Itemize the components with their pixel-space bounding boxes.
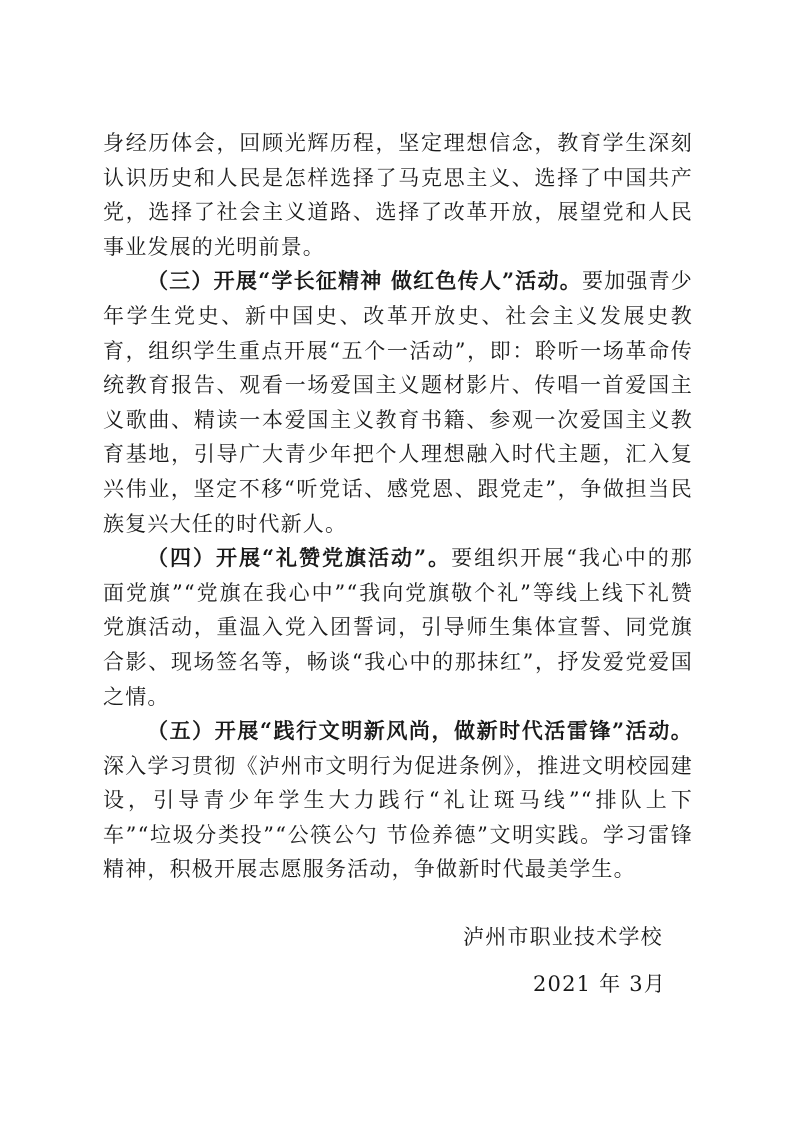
paragraph-continuation bbox=[103, 126, 693, 264]
paragraph-section-4 bbox=[103, 541, 693, 714]
signature-date: 2021 年 3月 bbox=[533, 972, 666, 996]
signature-organization: 泸州市职业技术学校 bbox=[463, 925, 663, 949]
document-body bbox=[103, 126, 693, 887]
section-heading: （四）开展“礼赞党旗活动”。 bbox=[147, 545, 452, 571]
section-heading: （三）开展“学长征精神 做红色传人”活动。 bbox=[147, 268, 582, 294]
paragraph-text: 深入学习贯彻《泸州市文明行为促进条例》，推进文明校园建设，引导青少年学生大力践行“礼让斑马线”“排队上下车”“垃圾分类投”“公筷公勺 节俭养德”文明实践。学习雷锋精神，积极开展志愿服务活动，争做新时代最美学生。 bbox=[103, 753, 693, 882]
paragraph-section-3 bbox=[103, 264, 693, 541]
section-heading: （五）开展“践行文明新风尚，做新时代活雷锋”活动。 bbox=[147, 718, 693, 744]
paragraph-text: 身经历体会，回顾光辉历程，坚定理想信念，教育学生深刻认识历史和人民是怎样选择了马克思主义、选择了中国共产党，选择了社会主义道路、选择了改革开放，展望党和人民事业发展的光明前景。 bbox=[103, 131, 693, 259]
paragraph-section-5 bbox=[103, 714, 693, 887]
paragraph-text: 要组织开展“我心中的那面党旗”“党旗在我心中”“我向党旗敬个礼”等线上线下礼赞党旗活动，重温入党入团誓词，引导师生集体宣誓、同党旗合影、现场签名等，畅谈“我心中的那抹红”，抒发爱党爱国之情。 bbox=[103, 546, 694, 709]
paragraph-text: 要加强青少年学生党史、新中国史、改革开放史、社会主义发展史教育，组织学生重点开展“五个一活动”，即：聆听一场革命传统教育报告、观看一场爱国主义题材影片、传唱一首爱国主义歌曲、精读一本爱国主义教育书籍、参观一次爱国主义教育基地，引导广大青少年把个人理想融入时代主题，汇入复兴伟业，坚定不移“听党话、感党恩、跟党走”，争做担当民族复兴大任的时代新人。 bbox=[103, 269, 694, 536]
